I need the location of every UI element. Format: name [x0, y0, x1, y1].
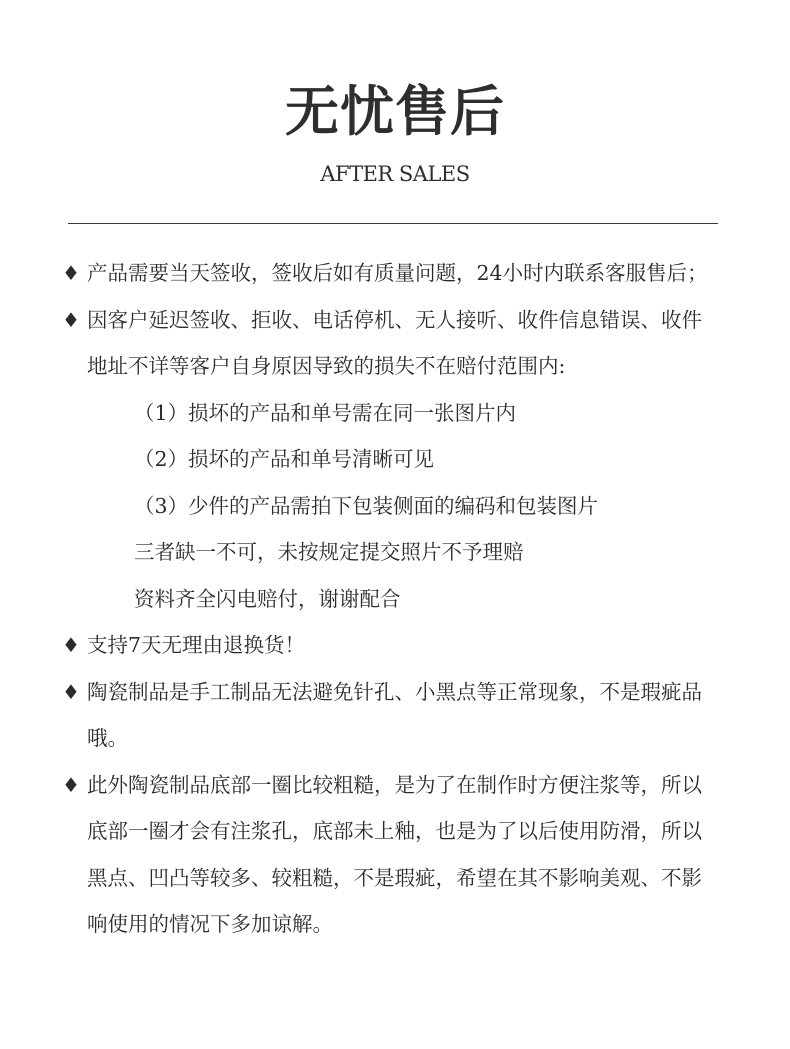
policy-item-text: 因客户延迟签收、拒收、电话停机、无人接听、收件信息错误、收件地址不详等客户自身原因导致的损失不在赔付范围内:: [87, 307, 702, 378]
title-divider: [68, 223, 718, 224]
policy-item-sign-receipt: [62, 250, 722, 297]
requirement-item: （3）少件的产品需拍下包装侧面的编码和包装图片: [134, 493, 599, 518]
page-title: 无忧售后: [285, 79, 505, 143]
requirement-note: 资料齐全闪电赔付，谢谢配合: [134, 586, 401, 611]
requirement-item: （1）损坏的产品和单号需在同一张图片内: [134, 400, 517, 425]
diamond-bullet-icon: ♦: [62, 261, 80, 285]
diamond-bullet-icon: ♦: [62, 307, 80, 332]
diamond-bullet-icon: ♦: [62, 679, 80, 704]
after-sales-policy: [62, 250, 722, 948]
policy-item-returns: [62, 622, 722, 669]
diamond-bullet-icon: ♦: [62, 633, 80, 657]
page-subtitle: AFTER SALES: [320, 162, 470, 186]
requirement-item: （2）损坏的产品和单号清晰可见: [134, 447, 435, 471]
policy-item-text: 支持7天无理由退换货！: [87, 633, 306, 657]
policy-item-text: 此外陶瓷制品底部一圈比较粗糙，是为了在制作时方便注浆等，所以底部一圈才会有注浆孔，底部未上釉，也是为了以后使用防滑，所以黑点、凹凸等较多、较粗糙，不是瑕疵，希望在其不影响美观、不影响使用的情况下多加谅解。: [87, 772, 702, 936]
policy-item-text: 陶瓷制品是手工制品无法避免针孔、小黑点等正常现象，不是瑕疵品哦。: [87, 679, 702, 750]
diamond-bullet-icon: ♦: [62, 772, 80, 797]
policy-item-handmade-defects: [62, 669, 722, 762]
policy-item-exclusions: [62, 297, 722, 390]
policy-item-bottom-finish: [62, 762, 722, 948]
requirement-note: 三者缺一不可，未按规定提交照片不予理赔: [134, 540, 524, 564]
policy-item-text: 产品需要当天签收，签收后如有质量问题，24小时内联系客服售后；: [87, 261, 708, 285]
